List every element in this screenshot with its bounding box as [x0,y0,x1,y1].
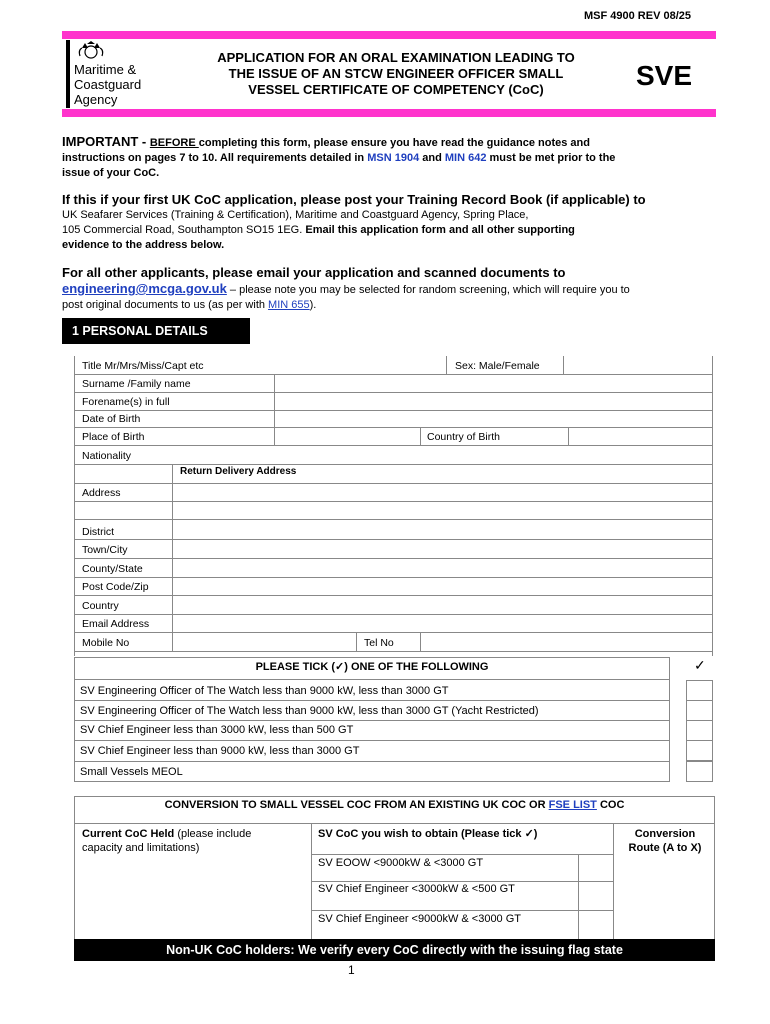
district-field[interactable] [174,521,710,538]
tick-option-1: SV Engineering Officer of The Watch less than 9000 kW, less than 3000 GT [80,685,449,697]
important-text-1: completing this form, please ensure you have read the guidance notes and [198,137,590,149]
pob-label: Place of Birth [82,431,145,443]
important-notice [62,134,712,181]
mobile-label: Mobile No [82,637,130,649]
forenames-field[interactable] [276,394,710,409]
other-applicants-section [62,265,727,313]
fse-list-link[interactable]: FSE LIST [548,799,597,811]
title-line-1: APPLICATION FOR AN ORAL EXAMINATION LEADING TO [217,50,575,65]
min-655-link[interactable]: MIN 655 [268,299,310,311]
tick-option-4: SV Chief Engineer less than 9000 kW, less than 3000 GT [80,745,360,757]
sex-field[interactable] [566,358,706,372]
tel-field[interactable] [422,634,710,650]
tick-checkbox-5[interactable] [686,761,713,782]
current-coc-label: Current CoC Held [82,828,175,840]
tick-mark-header: ✓ [694,657,706,673]
sv-coc-option-2: SV Chief Engineer <3000kW & <500 GT [318,883,515,895]
email-field[interactable] [174,616,710,631]
important-text-3: must be met prior to the [486,152,616,164]
return-address-label: Return Delivery Address [180,466,297,477]
first-app-address-2: 105 Commercial Road, Southampton SO15 1EG. [62,224,306,236]
sex-label: Sex: Male/Female [455,360,540,372]
surname-label: Surname /Family name [82,378,191,390]
tick-checkbox-2[interactable] [686,700,713,721]
first-app-email-note: Email this application form and all other supporting [305,224,575,236]
current-coc-header [82,827,307,855]
tick-checkbox-3[interactable] [686,720,713,741]
form-title [176,50,616,98]
form-reference: MSF 4900 REV 08/25 [584,10,692,22]
logo-line-2: Coastguard [74,77,142,92]
title-label: Title Mr/Mrs/Miss/Capt etc [82,360,204,372]
town-label: Town/City [82,544,128,556]
tick-checkbox-1[interactable] [686,680,713,701]
country-label: Country [82,600,119,612]
mobile-field[interactable] [174,634,354,650]
first-application-section [62,192,722,253]
crest-icon [66,40,70,108]
tick-option-5: Small Vessels MEOL [80,766,183,778]
sv-coc-checkbox-2[interactable] [580,883,611,909]
county-label: County/State [82,563,143,575]
tick-heading: PLEASE TICK (✓) ONE OF THE FOLLOWING [255,661,489,673]
sv-coc-option-1: SV EOOW <9000kW & <3000 GT [318,857,484,869]
page-number: 1 [348,963,355,977]
section-1-header: 1 PERSONAL DETAILS [62,318,250,344]
nationality-label: Nationality [82,450,132,462]
postcode-field[interactable] [174,579,710,594]
address-field[interactable] [174,485,710,518]
logo-line-3: Agency [74,92,118,107]
first-app-email-note-2: evidence to the address below. [62,239,225,251]
conversion-route-line-2: Route (A to X) [628,842,702,854]
sv-coc-header: SV CoC you wish to obtain (Please tick ✓) [318,828,538,840]
forenames-label: Forename(s) in full [82,396,170,408]
other-app-note-2: post original documents to us (as per with [62,299,269,311]
cob-label: Country of Birth [427,431,500,443]
important-and: and [419,152,445,164]
other-app-note: – please note you may be selected for random screening, which will require you to [226,284,630,296]
tick-checkbox-4[interactable] [686,740,713,761]
min-642-link[interactable]: MIN 642 [444,152,487,164]
first-app-heading: If this if your first UK CoC application, please post your Training Record Book (if applicable) to [62,192,646,207]
engineering-email-link[interactable]: engineering@mcga.gov.uk [62,281,227,296]
postcode-label: Post Code/Zip [82,581,149,593]
nationality-field[interactable] [174,447,710,463]
tel-label: Tel No [364,637,394,649]
conversion-heading-a: CONVERSION TO SMALL VESSEL COC FROM AN EXISTING UK COC OR [164,799,549,811]
conversion-route-field[interactable] [615,856,713,939]
conversion-heading [74,799,715,811]
country-field[interactable] [174,597,710,613]
cob-field[interactable] [570,429,710,444]
current-coc-note: (please include [174,828,252,840]
surname-field[interactable] [276,376,710,391]
current-coc-field[interactable] [76,856,309,939]
title-line-2: THE ISSUE OF AN STCW ENGINEER OFFICER SMALL [228,66,564,81]
email-label: Email Address [82,618,150,630]
logo-line-1: Maritime & [74,62,137,77]
pob-field[interactable] [276,429,418,444]
tick-option-2: SV Engineering Officer of The Watch less than 9000 kW, less than 3000 GT (Yacht Restricted) [80,705,539,717]
conversion-heading-b: COC [596,799,625,811]
district-label: District [82,526,115,538]
important-lead: IMPORTANT - [62,134,150,149]
county-field[interactable] [174,560,710,576]
title-field[interactable] [300,358,440,372]
other-app-note-3: ). [309,299,317,311]
top-pink-bar [62,31,716,39]
lower-pink-bar [62,109,716,117]
town-field[interactable] [174,541,710,557]
sv-coc-checkbox-3[interactable] [580,912,611,939]
conversion-route-line-1: Conversion [634,828,696,840]
important-text-4: issue of your CoC. [62,167,160,179]
sv-coc-checkbox-1[interactable] [580,856,611,880]
royal-crest-icon [76,40,106,62]
tick-option-3: SV Chief Engineer less than 3000 kW, less than 500 GT [80,724,354,736]
important-before: BEFORE [149,137,199,149]
title-line-3: VESSEL CERTIFICATE OF COMPETENCY (CoC) [248,82,544,97]
form-code: SVE [636,60,693,91]
other-app-heading: For all other applicants, please email your application and scanned documents to [62,265,566,280]
mca-logo [66,40,166,112]
address-label: Address [82,487,121,499]
msn-1904-link[interactable]: MSN 1904 [367,152,420,164]
dob-field[interactable] [276,412,710,426]
sv-coc-option-3: SV Chief Engineer <9000kW & <3000 GT [318,913,522,925]
dob-label: Date of Birth [82,413,141,425]
conversion-route-header [620,827,710,855]
non-uk-banner: Non-UK CoC holders: We verify every CoC directly with the issuing flag state [74,939,715,961]
important-text-2: instructions on pages 7 to 10. All requirements detailed in [62,152,368,164]
first-app-address-1: UK Seafarer Services (Training & Certification), Maritime and Coastguard Agency, Spring Place, [62,209,529,221]
current-coc-note-2: capacity and limitations) [82,842,200,854]
